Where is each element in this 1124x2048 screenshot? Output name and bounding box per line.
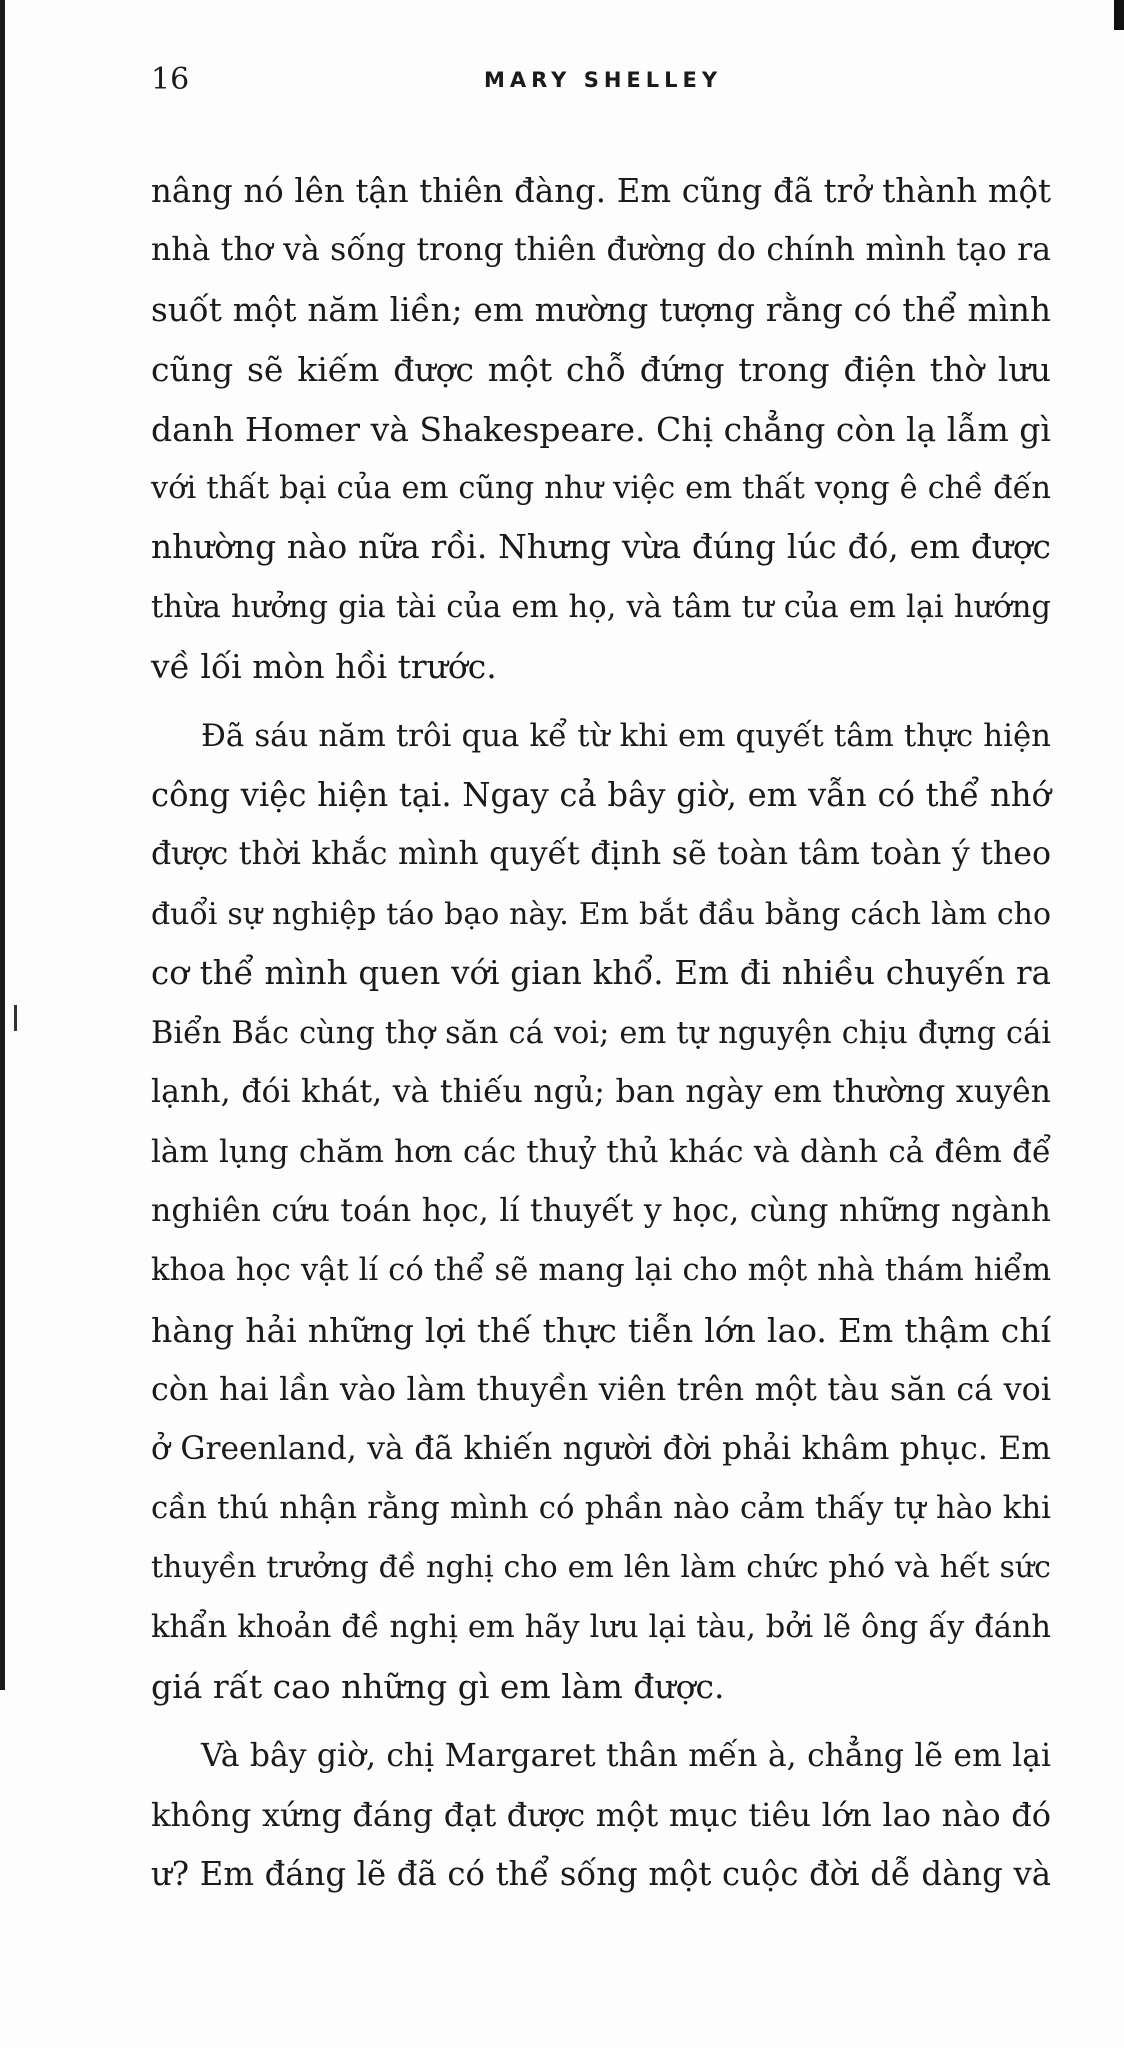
text-line: được thời khắc mình quyết định sẽ toàn tâm toàn ý theo: [151, 836, 1051, 873]
author-name: MARY SHELLEY: [484, 68, 723, 92]
page-binding-edge: [0, 0, 5, 1690]
text-line: hàng hải những lợi thế thực tiễn lớn lao. Em thậm chí: [151, 1310, 1051, 1350]
text-line: khẩn khoản đề nghị em hãy lưu lại tàu, bởi lẽ ông ấy đánh: [151, 1609, 1051, 1645]
paragraph: [151, 1727, 1051, 1905]
text-line: Đã sáu năm trôi qua kể từ khi em quyết tâm thực hiện: [201, 717, 1051, 754]
text-line: thuyền trưởng đề nghị cho em lên làm chức phó và hết sức: [151, 1550, 1051, 1586]
text-line: Biển Bắc cùng thợ săn cá voi; em tự nguyện chịu đựng cái: [151, 1015, 1051, 1051]
body-text: [151, 162, 1051, 1915]
margin-pencil-mark: [14, 1005, 17, 1031]
text-line: làm lụng chăm hơn các thuỷ thủ khác và dành cả đêm để: [151, 1133, 1051, 1170]
text-line: ở Greenland, và đã khiến người đời phải khâm phục. Em: [151, 1430, 1051, 1467]
text-line: nghiên cứu toán học, lí thuyết y học, cùng những ngành: [151, 1192, 1051, 1229]
text-line: về lối mòn hồi trước.: [151, 647, 497, 687]
paragraph: [151, 707, 1051, 1717]
text-line: thừa hưởng gia tài của em họ, và tâm tư của em lại hướng: [151, 589, 1051, 625]
text-line: ư? Em đáng lẽ đã có thể sống một cuộc đời dễ dàng và: [151, 1855, 1051, 1894]
text-line: với thất bại của em cũng như việc em thất vọng ê chề đến: [151, 471, 1051, 507]
text-line: cần thú nhận rằng mình có phần nào cảm thấy tự hào khi: [151, 1489, 1051, 1526]
text-line: cơ thể mình quen với gian khổ. Em đi nhiều chuyến ra: [151, 954, 1051, 993]
text-line: Và bây giờ, chị Margaret thân mến à, chẳng lẽ em lại: [201, 1737, 1051, 1774]
text-line: khoa học vật lí có thể sẽ mang lại cho một nhà thám hiểm: [151, 1253, 1051, 1289]
text-line: giá rất cao những gì em làm được.: [151, 1667, 725, 1707]
text-line: nhường nào nữa rồi. Nhưng vừa đúng lúc đó, em được: [151, 528, 1051, 567]
text-line: danh Homer và Shakespeare. Chị chẳng còn lạ lẫm gì: [151, 409, 1051, 449]
text-line: nhà thơ và sống trong thiên đường do chính mình tạo ra: [151, 232, 1051, 269]
text-line: không xứng đáng đạt được một mục tiêu lớn lao nào đó: [151, 1795, 1051, 1834]
text-line: công việc hiện tại. Ngay cả bây giờ, em vẫn có thể nhớ: [151, 776, 1051, 815]
text-line: nâng nó lên tận thiên đàng. Em cũng đã trở thành một: [151, 172, 1051, 210]
paragraph: [151, 162, 1051, 697]
page-number: 16: [151, 62, 190, 97]
text-line: suốt một năm liền; em mường tượng rằng có thể mình: [151, 290, 1051, 329]
text-line: cũng sẽ kiếm được một chỗ đứng trong điện thờ lưu: [151, 350, 1051, 390]
text-line: còn hai lần vào làm thuyền viên trên một tàu săn cá voi: [151, 1370, 1051, 1409]
text-line: lạnh, đói khát, và thiếu ngủ; ban ngày em thường xuyên: [151, 1074, 1051, 1111]
running-header: [151, 62, 1014, 102]
text-line: đuổi sự nghiệp táo bạo này. Em bắt đầu bằng cách làm cho: [151, 896, 1051, 932]
scan-corner-mark: [1114, 0, 1124, 30]
